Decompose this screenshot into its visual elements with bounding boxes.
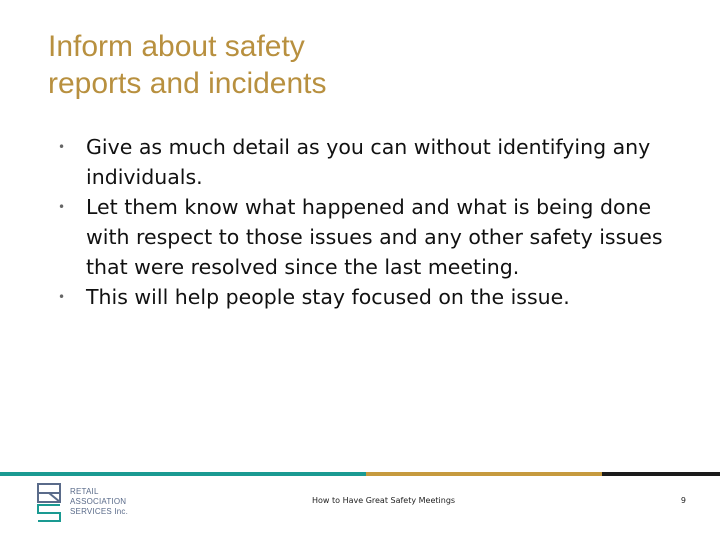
footer-divider-black: [602, 472, 720, 476]
logo-line-2: ASSOCIATION: [70, 497, 127, 506]
bullet-text: Give as much detail as you can without identifying any individuals.: [86, 135, 651, 189]
logo-wordmark: [70, 487, 128, 517]
footer-title: How to Have Great Safety Meetings: [312, 496, 456, 505]
footer-divider-gold: [366, 472, 602, 476]
company-logo: [36, 482, 156, 524]
footer-divider-teal: [0, 472, 366, 476]
bullet-list: [58, 132, 668, 312]
bullet-dot-icon: •: [58, 140, 66, 154]
bullet-dot-icon: •: [58, 200, 66, 214]
logo-line-3: SERVICES Inc.: [70, 507, 129, 516]
rs-logo-icon: [36, 482, 64, 524]
page-number: 9: [680, 496, 686, 505]
bullet-dot-icon: •: [58, 290, 66, 304]
bullet-item: [58, 282, 668, 312]
bullet-item: [58, 192, 668, 282]
bullet-item: [58, 132, 668, 192]
bullet-text: Let them know what happened and what is being done with respect to those issues and any other safety issues that were resolved since the last meeting.: [86, 195, 663, 279]
slide-title-line-2: reports and incidents: [48, 67, 327, 100]
slide-title-line-1: Inform about safety: [48, 30, 305, 63]
bullet-text: This will help people stay focused on the issue.: [86, 285, 570, 309]
slide-title: [48, 28, 608, 102]
logo-line-1: RETAIL: [70, 487, 99, 496]
